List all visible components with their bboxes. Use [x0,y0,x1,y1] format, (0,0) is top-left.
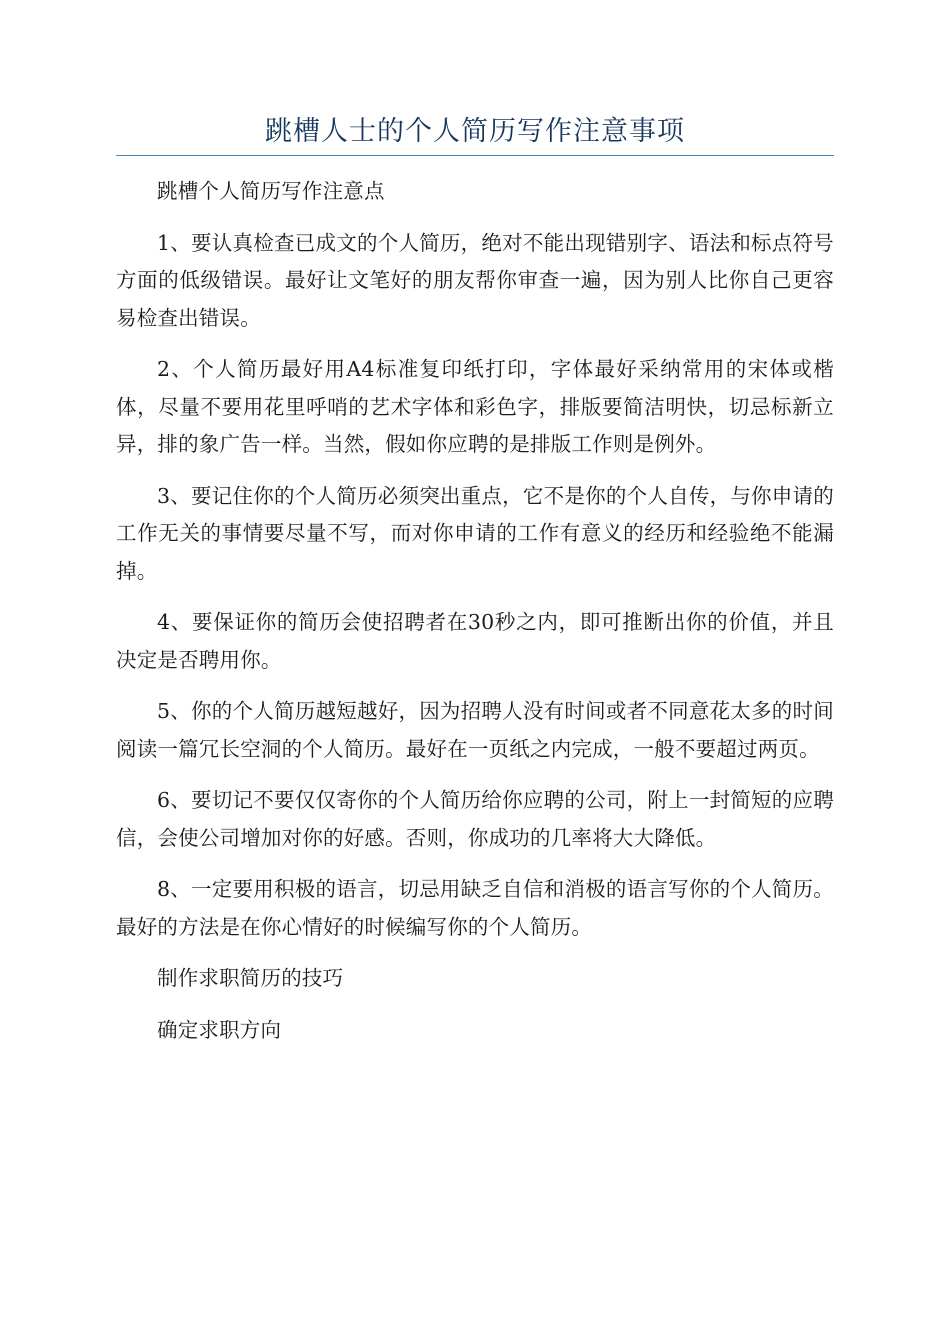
section-heading-resume-tips: 跳槽个人简历写作注意点 [157,179,385,203]
title-block [116,112,834,156]
paragraph-point-3: 3、要记住你的个人简历必须突出重点，它不是你的个人自传，与你申请的工作无关的事情要尽量不写，而对你申请的工作有意义的经历和经验绝不能漏掉。 [116,483,834,583]
section-heading-techniques: 制作求职简历的技巧 [157,966,344,990]
document-body [116,173,834,1063]
paragraph-point-5: 5、你的个人简历越短越好，因为招聘人没有时间或者不同意花太多的时间阅读一篇冗长空洞的个人简历。最好在一页纸之内完成，一般不要超过两页。 [116,699,834,761]
paragraph-point-4: 4、要保证你的简历会使招聘者在30秒之内，即可推断出你的价值，并且决定是否聘用你。 [116,610,834,672]
section-heading-direction: 确定求职方向 [157,1017,282,1042]
paragraph-point-1: 1、要认真检查已成文的个人简历，绝对不能出现错别字、语法和标点符号方面的低级错误。最好让文笔好的朋友帮你审查一遍，因为别人比你自己更容易检查出错误。 [116,230,834,330]
page-title: 跳槽人士的个人简历写作注意事项 [265,116,685,147]
paragraph-point-2: 2、个人简历最好用A4标准复印纸打印，字体最好采纳常用的宋体或楷体，尽量不要用花里呼哨的艺术字体和彩色字，排版要简洁明快，切忌标新立异，排的象广告一样。当然，假如你应聘的是排版工作则是例外。 [116,357,834,456]
paragraph-point-8: 8、一定要用积极的语言，切忌用缺乏自信和消极的语言写你的个人简历。最好的方法是在你心情好的时候编写你的个人简历。 [116,877,834,939]
paragraph-point-6: 6、要切记不要仅仅寄你的个人简历给你应聘的公司，附上一封简短的应聘信，会使公司增加对你的好感。否则，你成功的几率将大大降低。 [116,788,834,850]
